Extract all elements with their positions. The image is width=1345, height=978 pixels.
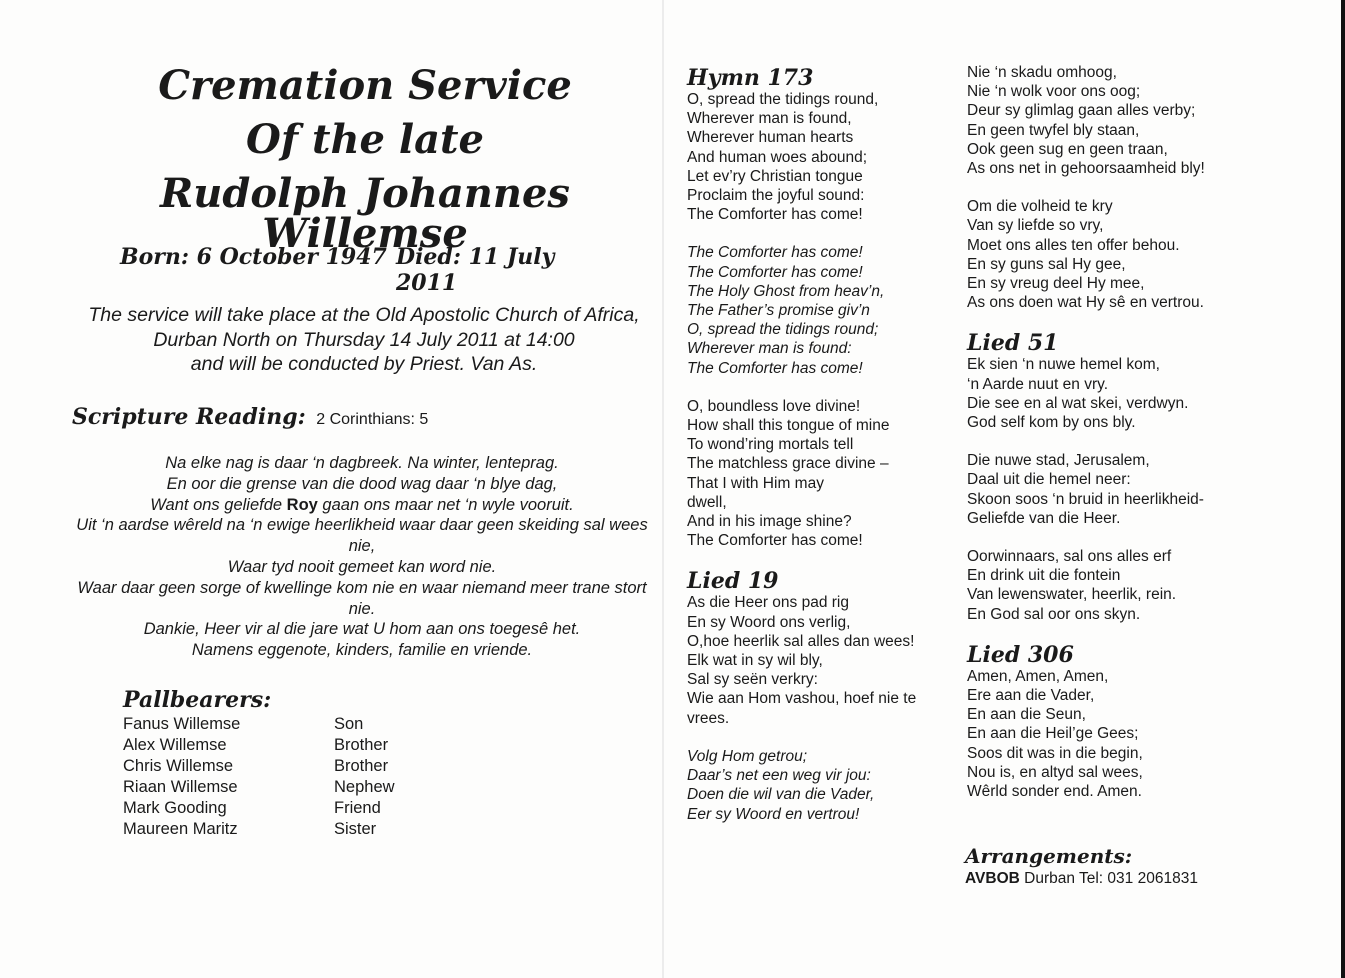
hymn-line: Om die volheid te kry xyxy=(967,198,1113,216)
title-line-2: Of the late xyxy=(246,116,484,163)
hymn-line: Wie aan Hom vashou, hoef nie te xyxy=(687,690,917,708)
hymn-line: Van lewenswater, heerlik, rein. xyxy=(967,586,1177,604)
hymn-line: Skoon soos ‘n bruid in heerlikheid- xyxy=(967,490,1204,508)
hymn-line: O,hoe heerlik sal alles dan wees! xyxy=(687,632,915,650)
hymn-line: How shall this tongue of mine xyxy=(687,417,890,435)
hymn-line: En God sal oor ons skyn. xyxy=(967,605,1141,623)
scripture-value: 2 Corinthians: 5 xyxy=(316,411,429,428)
chorus-line: O, spread the tidings round; xyxy=(687,321,879,339)
pallbearer-name: Maureen Maritz xyxy=(123,820,238,838)
scripture-reading xyxy=(72,404,428,430)
hymn-line: Nou is, en altyd sal wees, xyxy=(967,763,1143,781)
poem-line: En oor die grense van die dood wag daar ‘n blye dag, xyxy=(166,474,558,493)
pallbearer-row xyxy=(123,777,423,798)
poem-line: Waar daar geen sorge of kwellinge kom nie en waar niemand meer trane stort nie. xyxy=(77,578,647,618)
hymn-line: vrees. xyxy=(687,709,730,727)
hymn-line: dwell, xyxy=(687,493,727,511)
hymn-heading: Hymn 173 xyxy=(687,65,814,91)
pallbearer-row xyxy=(123,714,423,735)
poem-text: gaan ons maar net ‘n wyle vooruit. xyxy=(317,495,574,514)
arrangements-company: AVBOB xyxy=(965,870,1020,887)
hymn-line: The Comforter has come! xyxy=(687,206,863,224)
hymn-line: That I with Him may xyxy=(687,474,824,492)
hymn-line: Let ev’ry Christian tongue xyxy=(687,167,863,185)
chorus-line: The Father’s promise giv’n xyxy=(687,302,870,320)
page-edge xyxy=(1341,0,1345,978)
hymn-line: As ons doen wat Hy sê en vertrou. xyxy=(967,294,1204,312)
pallbearer-name: Fanus Willemse xyxy=(123,715,241,733)
poem-line: Uit ‘n aardse wêreld na ‘n ewige heerlikheid waar daar geen skeiding sal wees nie, xyxy=(76,516,648,556)
poem-line: Waar tyd nooit gemeet kan word nie. xyxy=(227,557,497,576)
hymn-line: Sal sy seën verkry: xyxy=(687,671,818,689)
hymn-line: And human woes abound; xyxy=(687,148,868,166)
chorus-line: Doen die wil van die Vader, xyxy=(687,786,875,804)
hymn-line: Ook geen sug en geen traan, xyxy=(967,140,1168,158)
service-line: and will be conducted by Priest. Van As. xyxy=(190,353,538,375)
hymn-line: And in his image shine? xyxy=(687,513,852,531)
chorus-line: The Comforter has come! xyxy=(687,263,863,281)
arrangements-line xyxy=(965,870,1198,888)
hymn-line: Amen, Amen, Amen, xyxy=(967,667,1109,685)
hymn-line: Van sy liefde so vry, xyxy=(967,217,1104,235)
hymn-line: En sy vreug deel Hy mee, xyxy=(967,275,1145,293)
hymn-line: Wherever human hearts xyxy=(687,129,854,147)
hymn-heading: Lied 306 xyxy=(967,641,1074,668)
chorus-line: Wherever man is found: xyxy=(687,340,852,358)
service-line: Durban North on Thursday 14 July 2011 at 14:00 xyxy=(153,328,575,351)
chorus-line: Volg Hom getrou; xyxy=(687,747,808,765)
poem-text: Want ons geliefde xyxy=(150,495,287,514)
hymn-line: En drink uit die fontein xyxy=(967,567,1121,585)
pallbearer-row xyxy=(123,756,423,777)
born-date: Born: 6 October 1947 xyxy=(120,244,387,270)
hymn-line: Soos dit was in die begin, xyxy=(967,744,1143,762)
hymn-line: As ons net in gehoorsaamheid bly! xyxy=(967,160,1205,178)
stanza-gap xyxy=(967,432,1237,451)
hymn-line: Ere aan die Vader, xyxy=(967,687,1095,705)
pallbearer-relation: Brother xyxy=(334,757,389,775)
scripture-label: Scripture Reading: xyxy=(72,404,306,430)
hymn-line: God self kom by ons bly. xyxy=(967,414,1136,432)
arrangements xyxy=(965,844,1198,888)
title-line-3: Rudolph Johannes Willemse xyxy=(160,170,570,257)
service-line: The service will take place at the Old Apostolic Church of Africa, xyxy=(88,304,640,326)
hymn-heading: Lied 19 xyxy=(687,568,779,595)
pallbearer-row xyxy=(123,735,423,756)
stanza-gap xyxy=(967,624,1237,643)
poem-line: Namens eggenote, kinders, familie en vriende. xyxy=(191,641,533,660)
hymn-line: Die nuwe stad, Jerusalem, xyxy=(967,452,1150,470)
stanza-gap xyxy=(967,528,1237,547)
pallbearers-heading: Pallbearers: xyxy=(123,687,272,713)
stanza-gap xyxy=(687,378,942,397)
pallbearer-row xyxy=(123,819,423,840)
pallbearer-row xyxy=(123,798,423,819)
pallbearer-name: Mark Gooding xyxy=(123,799,227,817)
hymn-line: En sy guns sal Hy gee, xyxy=(967,255,1126,273)
chorus-line: The Comforter has come! xyxy=(687,244,863,262)
hymn-line: To wond’ring mortals tell xyxy=(687,436,854,454)
stanza-gap xyxy=(687,550,942,569)
pallbearer-relation: Friend xyxy=(334,799,381,817)
arrangements-details: Durban Tel: 031 2061831 xyxy=(1019,870,1198,887)
pallbearers-list xyxy=(123,714,423,840)
pallbearer-name: Riaan Willemse xyxy=(123,778,238,796)
hymn-line: As die Heer ons pad rig xyxy=(687,594,849,612)
chorus-line: The Holy Ghost from heav’n, xyxy=(687,282,885,300)
hymn-line: Nie ‘n wolk voor ons oog; xyxy=(967,83,1141,101)
hymn-line: Deur sy glimlag gaan alles verby; xyxy=(967,102,1196,120)
hymn-line: En sy Woord ons verlig, xyxy=(687,613,851,631)
poem-name: Roy xyxy=(286,495,318,514)
hymn-line: Wêrld sonder end. Amen. xyxy=(967,783,1142,801)
pallbearer-relation: Son xyxy=(334,715,364,733)
hymn-line: Ek sien ‘n nuwe hemel kom, xyxy=(967,356,1160,374)
hymn-line: O, boundless love divine! xyxy=(687,397,861,415)
hymn-line: The Comforter has come! xyxy=(687,532,863,550)
hymn-line: O, spread the tidings round, xyxy=(687,91,879,108)
hymn-column-left xyxy=(687,66,942,824)
hymn-line: ‘n Aarde nuut en vry. xyxy=(967,375,1109,393)
arrangements-heading: Arrangements: xyxy=(965,844,1133,868)
poem-line: Na elke nag is daar ‘n dagbreek. Na winter, lenteprag. xyxy=(165,454,559,472)
memorial-poem xyxy=(72,453,652,661)
hymn-line: En aan die Seun, xyxy=(967,706,1086,724)
hymn-line: Daal uit die hemel neer: xyxy=(967,471,1131,489)
pallbearer-relation: Brother xyxy=(334,736,389,754)
hymn-line: The matchless grace divine – xyxy=(687,455,889,473)
hymn-line: Wherever man is found, xyxy=(687,110,852,128)
service-notice xyxy=(58,303,670,377)
pallbearer-name: Chris Willemse xyxy=(123,757,234,775)
stanza-gap xyxy=(967,178,1237,197)
hymn-line: Moet ons alles ten offer behou. xyxy=(967,236,1180,254)
stanza-gap xyxy=(687,224,942,243)
hymn-line: En aan die Heil’ge Gees; xyxy=(967,725,1139,743)
stanza-gap xyxy=(967,312,1237,331)
pallbearer-relation: Sister xyxy=(334,820,377,838)
hymn-line: Geliefde van die Heer. xyxy=(967,509,1121,527)
poem-line: Dankie, Heer vir al die jare wat U hom aan ons toegesê het. xyxy=(143,620,581,639)
hymn-line: Elk wat in sy wil bly, xyxy=(687,652,823,670)
chorus-line: The Comforter has come! xyxy=(687,359,863,377)
hymn-heading: Lied 51 xyxy=(967,330,1059,357)
title-line-1: Cremation Service xyxy=(158,62,572,109)
hymn-line: Oorwinnaars, sal ons alles erf xyxy=(967,548,1172,566)
hymn-line: Die see en al wat skei, verdwyn. xyxy=(967,394,1189,412)
hymn-column-right xyxy=(967,63,1237,801)
chorus-line: Daar’s net een weg vir jou: xyxy=(687,767,871,785)
chorus-line: Eer sy Woord en vertrou! xyxy=(687,805,860,823)
pallbearer-relation: Nephew xyxy=(334,778,395,796)
hymn-line: Nie ‘n skadu omhoog, xyxy=(967,64,1117,81)
hymn-line: Proclaim the joyful sound: xyxy=(687,187,865,205)
died-date: Died: 11 July 2011 xyxy=(396,244,555,296)
stanza-gap xyxy=(687,728,942,747)
hymn-line: En geen twyfel bly staan, xyxy=(967,121,1140,139)
poem-line xyxy=(72,495,652,516)
pallbearer-name: Alex Willemse xyxy=(123,736,227,754)
